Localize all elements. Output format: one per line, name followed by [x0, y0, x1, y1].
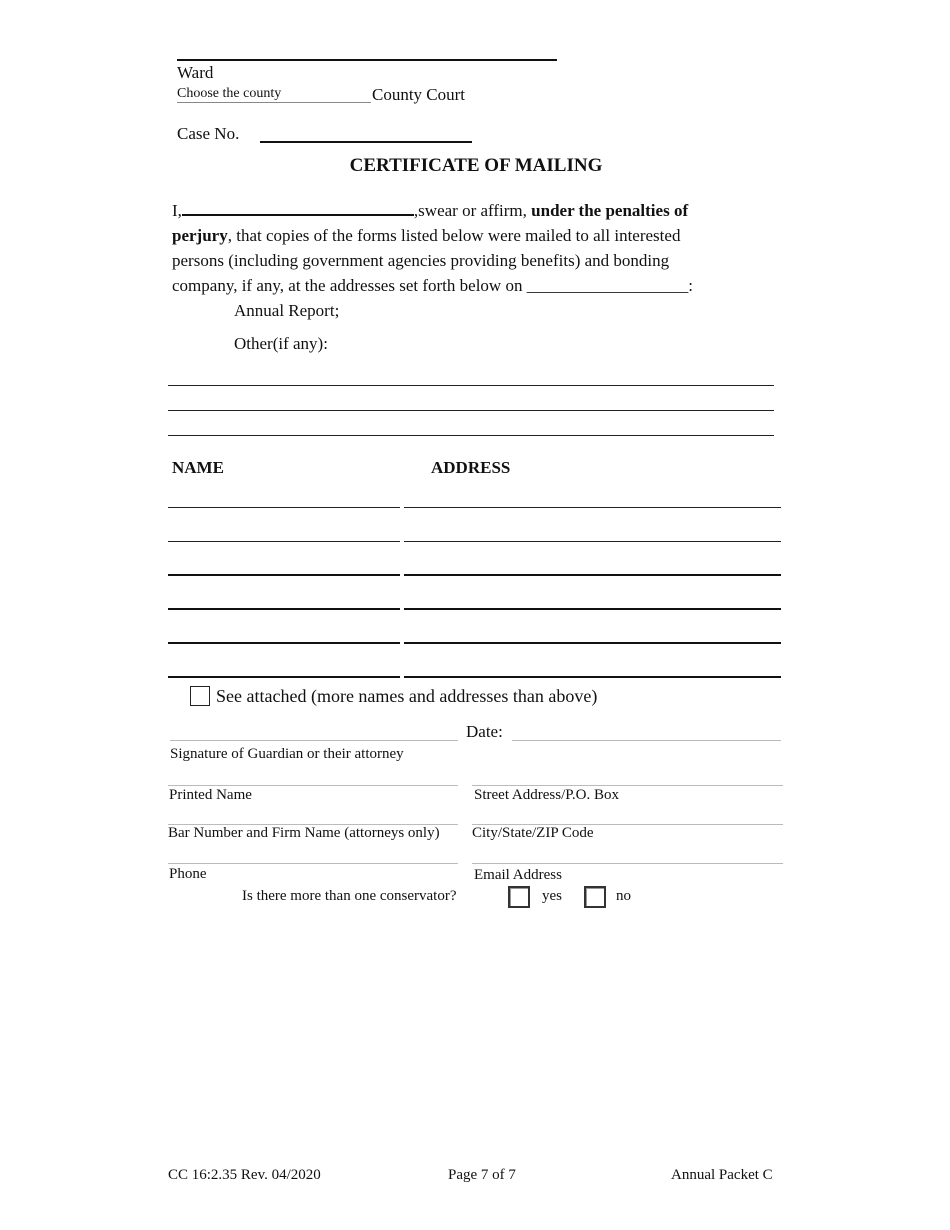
street-field[interactable]	[472, 785, 783, 786]
phone-label: Phone	[169, 866, 207, 882]
statement-after-name: ,swear or affirm,	[413, 201, 532, 220]
conservator-yes-checkbox[interactable]	[508, 886, 530, 908]
statement-prefix: I,	[172, 201, 182, 220]
conservator-no-label: no	[616, 888, 631, 904]
statement-line3: persons (including government agencies providing benefits) and bonding	[172, 251, 670, 270]
street-label: Street Address/P.O. Box	[474, 787, 620, 803]
name-line-2[interactable]	[168, 541, 400, 542]
name-line-6[interactable]	[168, 676, 400, 678]
footer-page-number: Page 7 of 7	[448, 1167, 516, 1183]
address-line-3[interactable]	[404, 574, 781, 576]
address-line-2[interactable]	[404, 541, 781, 542]
other-line-1[interactable]	[168, 385, 774, 386]
see-attached-checkbox[interactable]	[190, 686, 210, 706]
address-column-header: ADDRESS	[431, 458, 511, 477]
statement-bold-1: under the penalties of	[531, 201, 689, 220]
affiant-name-field[interactable]	[182, 196, 414, 216]
other-line-3[interactable]	[168, 435, 774, 436]
case-no-field[interactable]	[260, 141, 472, 143]
conservator-yes-label: yes	[542, 888, 562, 904]
see-attached-label: See attached (more names and addresses than above)	[216, 686, 598, 706]
address-line-4[interactable]	[404, 608, 781, 610]
date-label: Date:	[466, 722, 503, 741]
statement-line4: company, if any, at the addresses set forth below on ___________________:	[172, 276, 693, 295]
other-item: Other(if any):	[234, 334, 328, 353]
printed-name-label: Printed Name	[169, 787, 252, 803]
page-title: CERTIFICATE OF MAILING	[349, 155, 603, 176]
footer-form-code: CC 16:2.35 Rev. 04/2020	[168, 1167, 321, 1183]
phone-field[interactable]	[168, 863, 458, 864]
conservator-no-checkbox[interactable]	[584, 886, 606, 908]
name-column-header: NAME	[172, 458, 224, 477]
date-field[interactable]	[512, 740, 781, 741]
other-line-2[interactable]	[168, 410, 774, 411]
city-label: City/State/ZIP Code	[472, 825, 594, 841]
address-line-1[interactable]	[404, 507, 781, 508]
ward-name-line[interactable]	[177, 59, 557, 61]
conservator-question: Is there more than one conservator?	[242, 888, 457, 904]
case-no-label: Case No.	[177, 124, 240, 143]
statement-paragraph	[172, 196, 782, 298]
name-line-4[interactable]	[168, 608, 400, 610]
address-line-6[interactable]	[404, 676, 781, 678]
signature-field[interactable]	[170, 740, 458, 741]
email-field[interactable]	[472, 863, 783, 864]
name-line-1[interactable]	[168, 507, 400, 508]
footer-packet: Annual Packet C	[671, 1167, 773, 1183]
name-line-3[interactable]	[168, 574, 400, 576]
statement-bold-2: perjury	[172, 226, 228, 245]
annual-report-item: Annual Report;	[234, 301, 340, 320]
county-select[interactable]: Choose the county	[177, 86, 371, 103]
printed-name-field[interactable]	[168, 785, 458, 786]
bar-number-label: Bar Number and Firm Name (attorneys only)	[168, 825, 440, 841]
ward-label: Ward	[177, 63, 214, 82]
statement-line2: , that copies of the forms listed below were mailed to all interested	[227, 226, 681, 245]
name-line-5[interactable]	[168, 642, 400, 644]
email-label: Email Address	[474, 867, 562, 883]
address-line-5[interactable]	[404, 642, 781, 644]
county-court-label: County Court	[372, 85, 466, 104]
signature-label: Signature of Guardian or their attorney	[170, 746, 404, 762]
